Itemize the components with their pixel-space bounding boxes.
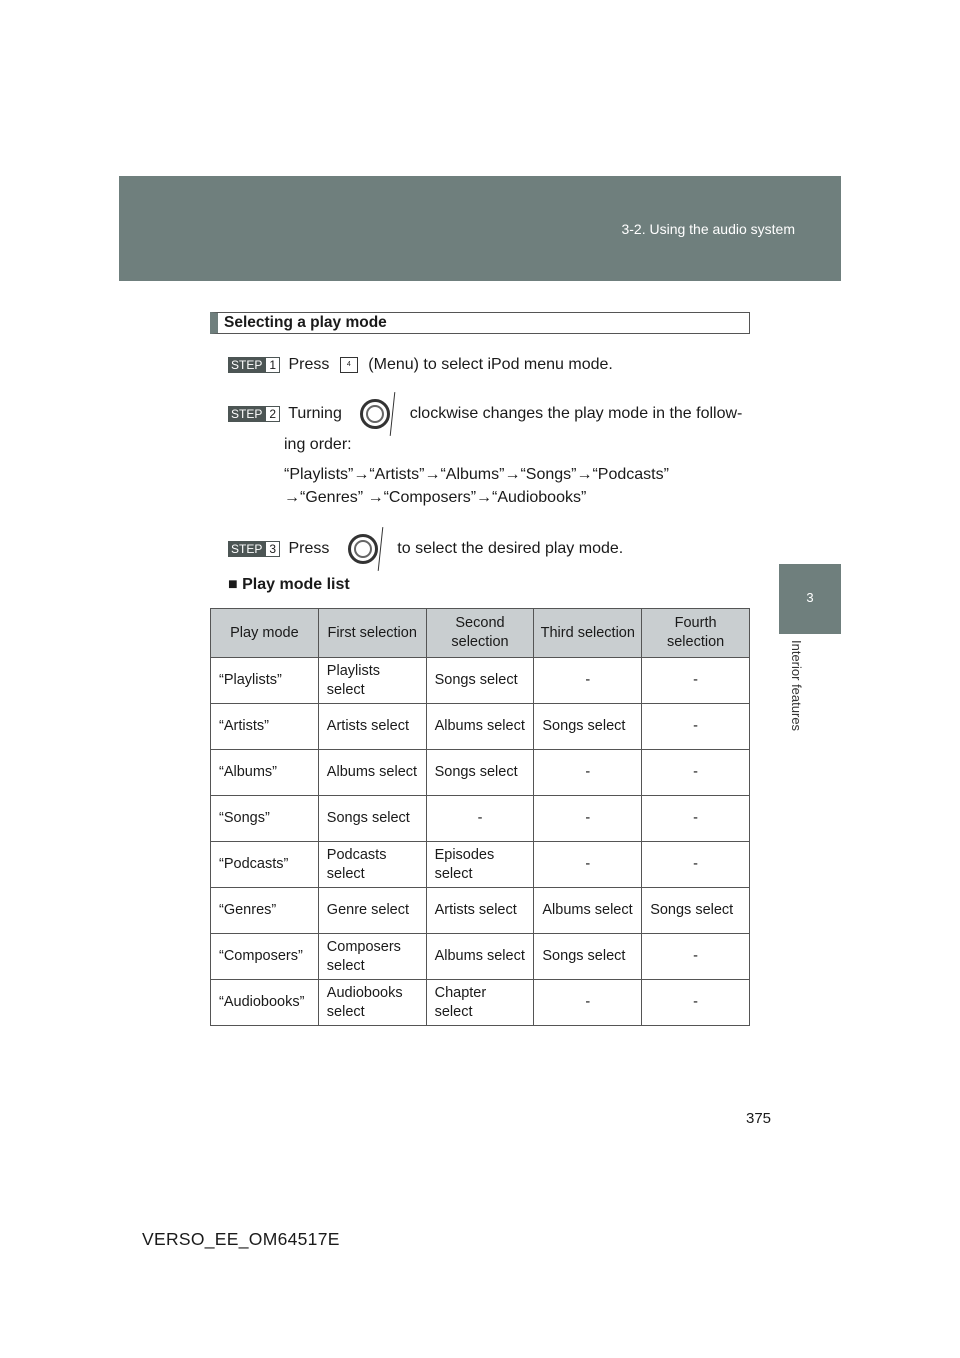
- table-row: [211, 934, 750, 980]
- step-text: (Menu) to select iPod menu mode.: [368, 356, 613, 373]
- knob-pointer-icon: [378, 527, 384, 571]
- page-title: Selecting a play mode: [210, 312, 750, 334]
- chapter-number: 3: [806, 590, 814, 605]
- table-cell: -: [534, 796, 642, 842]
- table-row: [211, 888, 750, 934]
- column-header: Fourth selection: [642, 609, 750, 658]
- tune-knob-icon: [360, 399, 390, 429]
- table-cell: Albums select: [426, 934, 534, 980]
- column-header: Second selection: [426, 609, 534, 658]
- step-text: Press: [288, 356, 330, 373]
- table-cell: -: [534, 842, 642, 888]
- table-cell: “Artists”: [211, 704, 319, 750]
- menu-button-icon: 4: [340, 357, 358, 373]
- table-cell: Composers select: [318, 934, 426, 980]
- table-cell: Songs select: [426, 658, 534, 704]
- play-order-line-2: →“Genres” →“Composers”→“Audiobooks”: [284, 489, 587, 506]
- table-cell: “Audiobooks”: [211, 980, 319, 1026]
- table-cell: -: [642, 980, 750, 1026]
- page-number: 375: [746, 1110, 772, 1127]
- section-title: 3-2. Using the audio system: [621, 221, 795, 237]
- table-cell: Genre select: [318, 888, 426, 934]
- table-cell: -: [426, 796, 534, 842]
- table-row: [211, 704, 750, 750]
- table-cell: “Genres”: [211, 888, 319, 934]
- table-cell: “Composers”: [211, 934, 319, 980]
- table-cell: -: [642, 658, 750, 704]
- table-cell: -: [534, 980, 642, 1026]
- step-2: [228, 392, 742, 436]
- table-cell: Audiobooks select: [318, 980, 426, 1026]
- table-row: [211, 658, 750, 704]
- table-cell: Artists select: [426, 888, 534, 934]
- step-text: clockwise changes the play mode in the follow-: [409, 405, 743, 423]
- table-header-row: [211, 609, 750, 658]
- table-cell: Songs select: [318, 796, 426, 842]
- table-cell: “Playlists”: [211, 658, 319, 704]
- table-cell: Podcasts select: [318, 842, 426, 888]
- table-cell: Playlists select: [318, 658, 426, 704]
- knob-pointer-icon: [390, 392, 396, 436]
- table-cell: -: [642, 796, 750, 842]
- step-2-continued: ing order:: [284, 436, 352, 453]
- table-cell: -: [534, 658, 642, 704]
- table-cell: “Podcasts”: [211, 842, 319, 888]
- column-header: First selection: [318, 609, 426, 658]
- table-cell: Songs select: [534, 934, 642, 980]
- subheading: ■ Play mode list: [228, 576, 350, 593]
- table-cell: Chapter select: [426, 980, 534, 1026]
- table-cell: Albums select: [426, 704, 534, 750]
- table-cell: -: [642, 842, 750, 888]
- table-row: [211, 796, 750, 842]
- table-cell: Songs select: [426, 750, 534, 796]
- table-cell: -: [642, 704, 750, 750]
- table-cell: Artists select: [318, 704, 426, 750]
- chapter-tab: [779, 564, 841, 634]
- play-order-line-1: “Playlists”→“Artists”→“Albums”→“Songs”→“Podcasts”: [284, 466, 669, 483]
- table-row: [211, 980, 750, 1026]
- table-cell: Albums select: [318, 750, 426, 796]
- document-code: VERSO_EE_OM64517E: [142, 1229, 340, 1249]
- step-badge: STEP 3: [228, 541, 280, 557]
- column-header: Third selection: [534, 609, 642, 658]
- table-row: [211, 842, 750, 888]
- column-header: Play mode: [211, 609, 319, 658]
- table-cell: Songs select: [534, 704, 642, 750]
- table-row: [211, 750, 750, 796]
- step-1: [228, 355, 613, 375]
- table-cell: Albums select: [534, 888, 642, 934]
- step-text: Turning: [288, 405, 342, 423]
- step-text: Press: [288, 540, 330, 558]
- chapter-label: Interior features: [789, 640, 804, 732]
- tune-knob-icon: [348, 534, 378, 564]
- table-cell: Songs select: [642, 888, 750, 934]
- play-mode-table: [210, 608, 750, 1026]
- table-cell: “Albums”: [211, 750, 319, 796]
- step-badge: STEP 2: [228, 406, 280, 422]
- table-cell: “Songs”: [211, 796, 319, 842]
- header-band: [119, 176, 841, 281]
- table-cell: Episodes select: [426, 842, 534, 888]
- table-cell: -: [534, 750, 642, 796]
- table-cell: -: [642, 750, 750, 796]
- step-text: to select the desired play mode.: [397, 540, 624, 558]
- step-badge: STEP 1: [228, 357, 280, 373]
- table-cell: -: [642, 934, 750, 980]
- step-3: [228, 527, 623, 571]
